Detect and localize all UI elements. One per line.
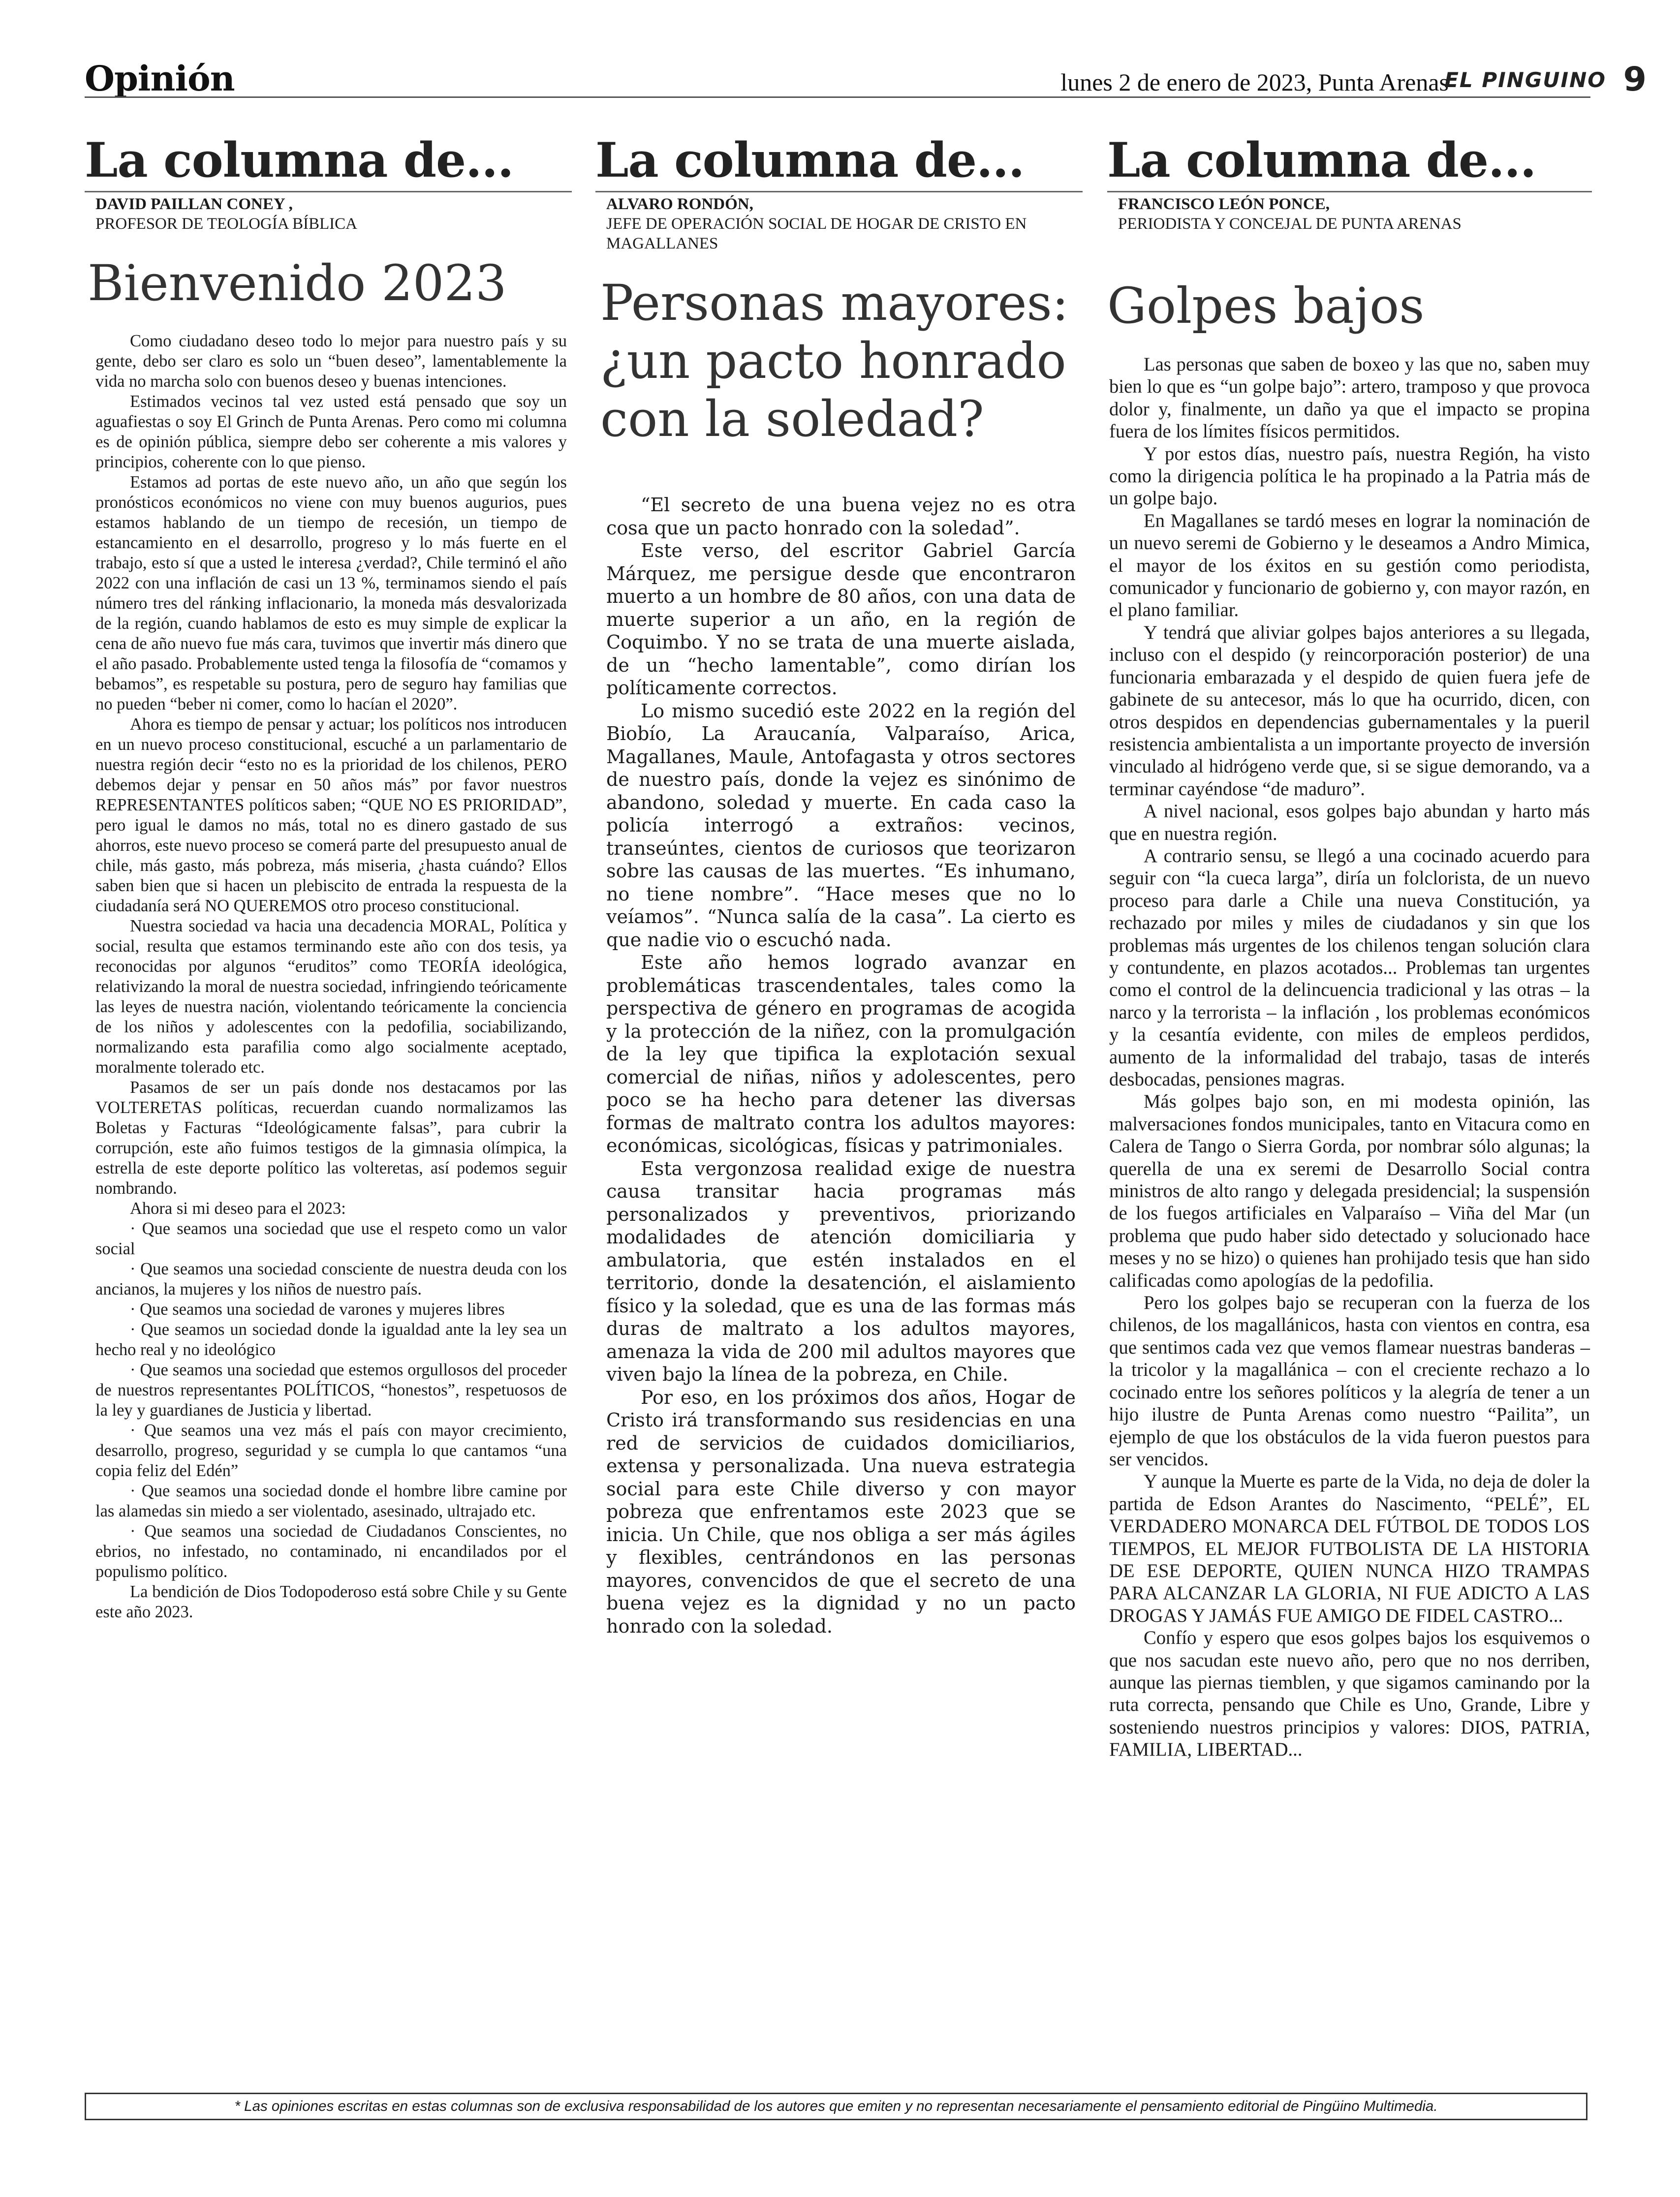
article-paragraph: Ahora si mi deseo para el 2023: [130, 1199, 346, 1218]
article-paragraph: A contrario sensu, se llegó a una cocinado acuerdo para seguir con “la cueca larga”, diría un folclorista, de un nuevo proceso para darle a Chile una nueva Constitución, ya rechazado por miles y miles de ciudadanos y sin que los problemas más urgentes de los chilenos tengan solución clara y contundente, en plazos acotados... Problemas tan urgentes como el control de la delincuencia tradicional y las otras – la narco y la terrorista – la inflación , los problemas económicos y la cesantía evidente, con miles de empleos perdidos, aumento de la informalidad del trabajo, tasas de interés desbocadas, pensiones magras. [1109, 845, 1590, 1090]
article-title: Bienvenido 2023 [88, 254, 507, 312]
article-paragraph: Estamos ad portas de este nuevo año, un año que según los pronósticos económicos no viene con muy buenos augurios, pues estamos hablando de un tiempo de recesión, un tiempo de estancamiento en el desarrollo, progreso y lo más fuerte en el trabajo, esto sí que a usted le interesa ¿verdad?, Chile terminó el año 2022 con una inflación de casi un 13 %, terminamos siendo el país número tres del ránking inflacionario, la moneda más desvalorizada de la región, cuando hablamos de esto es muy simple de explicar la cena de año nuevo fue más cara, tuvimos que invertir más dinero que el año pasado. Probablemente usted tenga la filosofía de “comamos y bebamos”, es respetable su postura, pero de seguro hay familias que no pueden “beber ni comer, como lo hacían el 2020”. [95, 473, 567, 713]
article-paragraph: Por eso, en los próximos dos años, Hogar de Cristo irá transformando sus residencias en una red de servicios de cuidados domiciliarios, extensa y personalizada. Una nueva estrategia social para este Chile diverso y con mayor pobreza que enfrentamos este 2023 que se inicia. Un Chile, que nos obliga a ser más ágiles y flexibles, centrándonos en las personas mayores, convencidos de que el secreto de una buena vejez es la dignidad y no un pacto honrado con la soledad. [606, 1386, 1076, 1637]
kicker-divider [1107, 191, 1592, 192]
column-author: DAVID PAILLAN CONEY , [95, 195, 293, 213]
kicker-divider [85, 191, 572, 192]
wish-item: · Que seamos un sociedad donde la igualdad ante la ley sea un hecho real y no ideológico [95, 1320, 567, 1359]
article-paragraph: Confío y espero que esos golpes bajos los esquivemos o que nos sacudan este nuevo año, pero que no nos derriben, aunque las piernas tiemblen, y que sigamos caminando por la ruta correcta, pensando que Chile es Uno, Grande, Libre y sosteniendo nuestros principios y valores: DIOS, PATRIA, FAMILIA, LIBERTAD... [1109, 1628, 1590, 1761]
disclaimer-box [85, 2093, 1587, 2120]
article-paragraph: En Magallanes se tardó meses en lograr la nominación de un nuevo seremi de Gobierno y le deseamos a Andro Mimica, el mayor de los éxitos en su gestión como periodista, comunicador y funcionario de gobierno y, con mayor razón, en el plano familiar. [1109, 510, 1590, 621]
article-paragraph: Esta vergonzosa realidad exige de nuestra causa transitar hacia programas más personalizados y preventivos, priorizando modalidades de atención domiciliaria y ambulatoria, que estén instalados en el territorio, donde la desatención, el aislamiento físico y la soledad, que es una de las formas más duras de maltrato a los adultos mayores, amenaza la vida de 200 mil adultos mayores que viven bajo la línea de la pobreza, en Chile. [606, 1157, 1076, 1385]
issue-date: lunes 2 de enero de 2023, Punta Arenas [1060, 68, 1449, 96]
article-body [85, 331, 572, 1622]
kicker-divider [595, 191, 1083, 192]
article-paragraph: Estimados vecinos tal vez usted está pensado que soy un aguafiestas o soy El Grinch de Punta Arenas. Pero como mi columna es de opinión pública, siempre debo ser coherente a mis valores y principios, coherente con lo que pienso. [95, 392, 567, 471]
column-kicker: La columna de... [1107, 132, 1536, 188]
page-number: 9 [1623, 60, 1647, 99]
wish-item: · Que seamos una sociedad consciente de nuestra deuda con los ancianos, la mujeres y los niños de nuestro país. [95, 1260, 567, 1299]
article-paragraph: Pero los golpes bajo se recuperan con la fuerza de los chilenos, de los magallánicos, hasta con vientos en contra, esa que sentimos cada vez que vemos flamear nuestras banderas – la tricolor y la magallánica – con el creciente rechazo a lo cocinado entre los señores políticos y la alegría de tener a un hijo ilustre de Punta Arenas como nuestro “Pailita”, un ejemplo de que los obstáculos de la vida fueron puestos para ser vencidos. [1109, 1293, 1590, 1470]
article-body [595, 494, 1083, 1638]
wish-item: · Que seamos una sociedad de varones y mujeres libres [130, 1300, 505, 1319]
column-author: FRANCISCO LEÓN PONCE, [1118, 195, 1330, 213]
article-paragraph: Más golpes bajo son, en mi modesta opinión, las malversaciones fondos municipales, tanto en Vitacura como en Calera de Tango o Sierra Gorda, por nombrar sólo algunas; la querella de una ex seremi de Desarrollo Social contra ministros de alto rango y delegada presidencial; la suspensión de los fuegos artificiales en Valparaíso – Viña del Mar (un problema que pudo haber sido detectado y solucionado hace meses y no se hizo) o quienes han prohijado tesis que han sido calificadas como apologías de la pedofilia. [1109, 1091, 1590, 1291]
column-rondon [595, 133, 1083, 1638]
wish-item: · Que seamos una vez más el país con mayor crecimiento, desarrollo, progreso, seguridad y se cumpla lo que cantamos “una copia feliz del Edén” [95, 1421, 567, 1480]
article-paragraph: Y tendrá que aliviar golpes bajos anteriores a su llegada, incluso con el despido (y reincorporación posterior) de una funcionaria embarazada y el despido de quien fuera jefe de gabinete de su antecesor, más lo que ha ocurrido, dicen, con otros despidos en dependencias gubernamentales y la pueril resistencia ambientalista a un importante proyecto de inversión vinculado al hidrógeno verde que, si se sigue demorando, va a terminar cayéndose “de maduro”. [1109, 622, 1590, 800]
article-paragraph: Pasamos de ser un país donde nos destacamos por las VOLTERETAS políticas, recuerdan cuando normalizamos las Boletas y Facturas “Ideológicamente falsas”, para cubrir la corrupción, este año fuimos testigos de la gimnasia olímpica, la estrella de este deporte político las volteretas, así podemos seguir nombrando. [95, 1078, 567, 1198]
column-leon [1107, 133, 1592, 1762]
article-paragraph: A nivel nacional, esos golpes bajo abundan y harto más que en nuestra región. [1109, 801, 1590, 844]
disclaimer-text: * Las opiniones escritas en estas columnas son de exclusiva responsabilidad de los autores que emiten y no representan necesariamente el pensamiento editorial de Pingüino Multimedia. [234, 2098, 1438, 2114]
wish-item: · Que seamos una sociedad donde el hombre libre camine por las alamedas sin miedo a ser violentado, asesinado, ultrajado etc. [95, 1482, 567, 1520]
article-paragraph: Y aunque la Muerte es parte de la Vida, no deja de doler la partida de Edson Arantes do Nascimento, “PELÉ”, EL VERDADERO MONARCA DEL FÚTBOL DE TODOS LOS TIEMPOS, EL MEJOR FUTBOLISTA DE LA HISTORIA DE ESE DEPORTE, QUIEN NUNCA HIZO TRAMPAS PARA ALCANZAR LA GLORIA, NI FUE ADICTO A LAS DROGAS Y JAMÁS FUE AMIGO DE FIDEL CASTRO... [1109, 1471, 1590, 1626]
article-paragraph: Nuestra sociedad va hacia una decadencia MORAL, Política y social, resulta que estamos terminando este año con dos tesis, ya reconocidas por algunos “eruditos” como TEORÍA ideológica, relativizando la moral de nuestra sociedad, infringiendo teóricamente las leyes de nuestra nación, violentando teóricamente la conciencia de los niños y adolescentes con la pedofilia, sociabilizando, normalizando esta parafilia como algo socialmente aceptado, moralmente tolerado etc. [95, 917, 567, 1077]
column-author: ALVARO RONDÓN, [606, 195, 753, 213]
article-paragraph: Este año hemos logrado avanzar en problemáticas trascendentales, tales como la perspectiva de género en programas de acogida y la protección de la niñez, con la promulgación de la ley que tipifica la explotación sexual comercial de niñas, niños y adolescentes, pero poco se ha hecho para detener las diversas formas de maltrato contra los adultos mayores: económicas, sicológicas, físicas y patrimoniales. [606, 952, 1076, 1156]
article-paragraph: Como ciudadano deseo todo lo mejor para nuestro país y su gente, debo ser claro es solo un “buen deseo”, lamentablemente la vida no marcha solo con buenos deseo y buenas intenciones. [95, 332, 567, 391]
author-role: PERIODISTA Y CONCEJAL DE PUNTA ARENAS [1118, 215, 1462, 233]
wish-item: · Que seamos una sociedad que use el respeto como un valor social [95, 1219, 567, 1258]
wish-item: · Que seamos una sociedad que estemos orgullosos del proceder de nuestros representantes POLÍTICOS, “honestos”, respetuosos de la ley y guardianes de Justicia y libertad. [95, 1361, 567, 1420]
article-title: Personas mayores: ¿un pacto honrado con la soledad? [600, 274, 1069, 448]
author-role: PROFESOR DE TEOLOGÍA BÍBLICA [95, 215, 358, 233]
header-divider [85, 96, 1590, 98]
article-body [1107, 354, 1592, 1762]
wish-item: · Que seamos una sociedad de Ciudadanos Conscientes, no ebrios, no infestado, no contaminado, ni encandilados por el populismo político. [95, 1522, 567, 1581]
author-role: JEFE DE OPERACIÓN SOCIAL DE HOGAR DE CRISTO EN MAGALLANES [606, 215, 1027, 252]
article-paragraph: Y por estos días, nuestro país, nuestra Región, ha visto como la dirigencia política le ha propinado a la Patria más de un golpe bajo. [1109, 443, 1590, 509]
section-title: Opinión [85, 58, 235, 99]
article-paragraph: Las personas que saben de boxeo y las que no, saben muy bien lo que es “un golpe bajo”: artero, tramposo y que provoca dolor y, finalmente, un daño ya que el impacto se propina fuera de los límites físicos permitidos. [1109, 354, 1590, 442]
column-paillan [85, 133, 572, 1622]
column-kicker: La columna de... [85, 132, 514, 188]
article-paragraph: “El secreto de una buena vejez no es otra cosa que un pacto honrado con la soledad”. [606, 494, 1076, 539]
article-paragraph: La bendición de Dios Todopoderoso está sobre Chile y su Gente este año 2023. [95, 1582, 567, 1621]
article-paragraph: Lo mismo sucedió este 2022 en la región del Biobío, La Araucanía, Valparaíso, Arica, Magallanes, Maule, Antofagasta y otros sectores de nuestro país, donde la vejez es sinónimo de abandono, soledad y muerte. En cada caso la policía interrogó a extraños: vecinos, transeúntes, cientos de curiosos que teorizaron sobre las causas de las muertes. “Es inhumano, no tiene nombre”. “Hace meses que no lo veíamos”. “Nunca salía de la casa”. La cierto es que nadie vio o escuchó nada. [606, 700, 1076, 951]
article-title: Golpes bajos [1107, 277, 1425, 335]
article-paragraph: Este verso, del escritor Gabriel García Márquez, me persigue desde que encontraron muerto a un hombre de 80 años, con una data de muerte superior a un año, en la región de Coquimbo. Y no se trata de una muerte aislada, de un “hecho lamentable”, como dirían los políticamente correctos. [606, 540, 1076, 699]
article-paragraph: Ahora es tiempo de pensar y actuar; los políticos nos introducen en un nuevo proceso constitucional, escuché a un parlamentario de nuestra región decir “esto no es la prioridad de los chilenos, PERO debemos dejar y pensar en 50 años más” por favor nuestros REPRESENTANTES políticos saben; “QUE NO ES PRIORIDAD”, pero igual le damos no más, total no es dinero gastado de sus ahorros, este nuevo proceso se comerá parte del presupuesto anual de chile, más gasto, más pobreza, más miseria, ¿hasta cuándo? Ellos saben bien que si hacen un plebiscito de entrada la respuesta de la ciudadanía será NO QUEREMOS otro proceso constitucional. [95, 715, 567, 915]
newspaper-logo: EL PINGUINO [1444, 68, 1606, 92]
column-kicker: La columna de... [595, 132, 1025, 188]
